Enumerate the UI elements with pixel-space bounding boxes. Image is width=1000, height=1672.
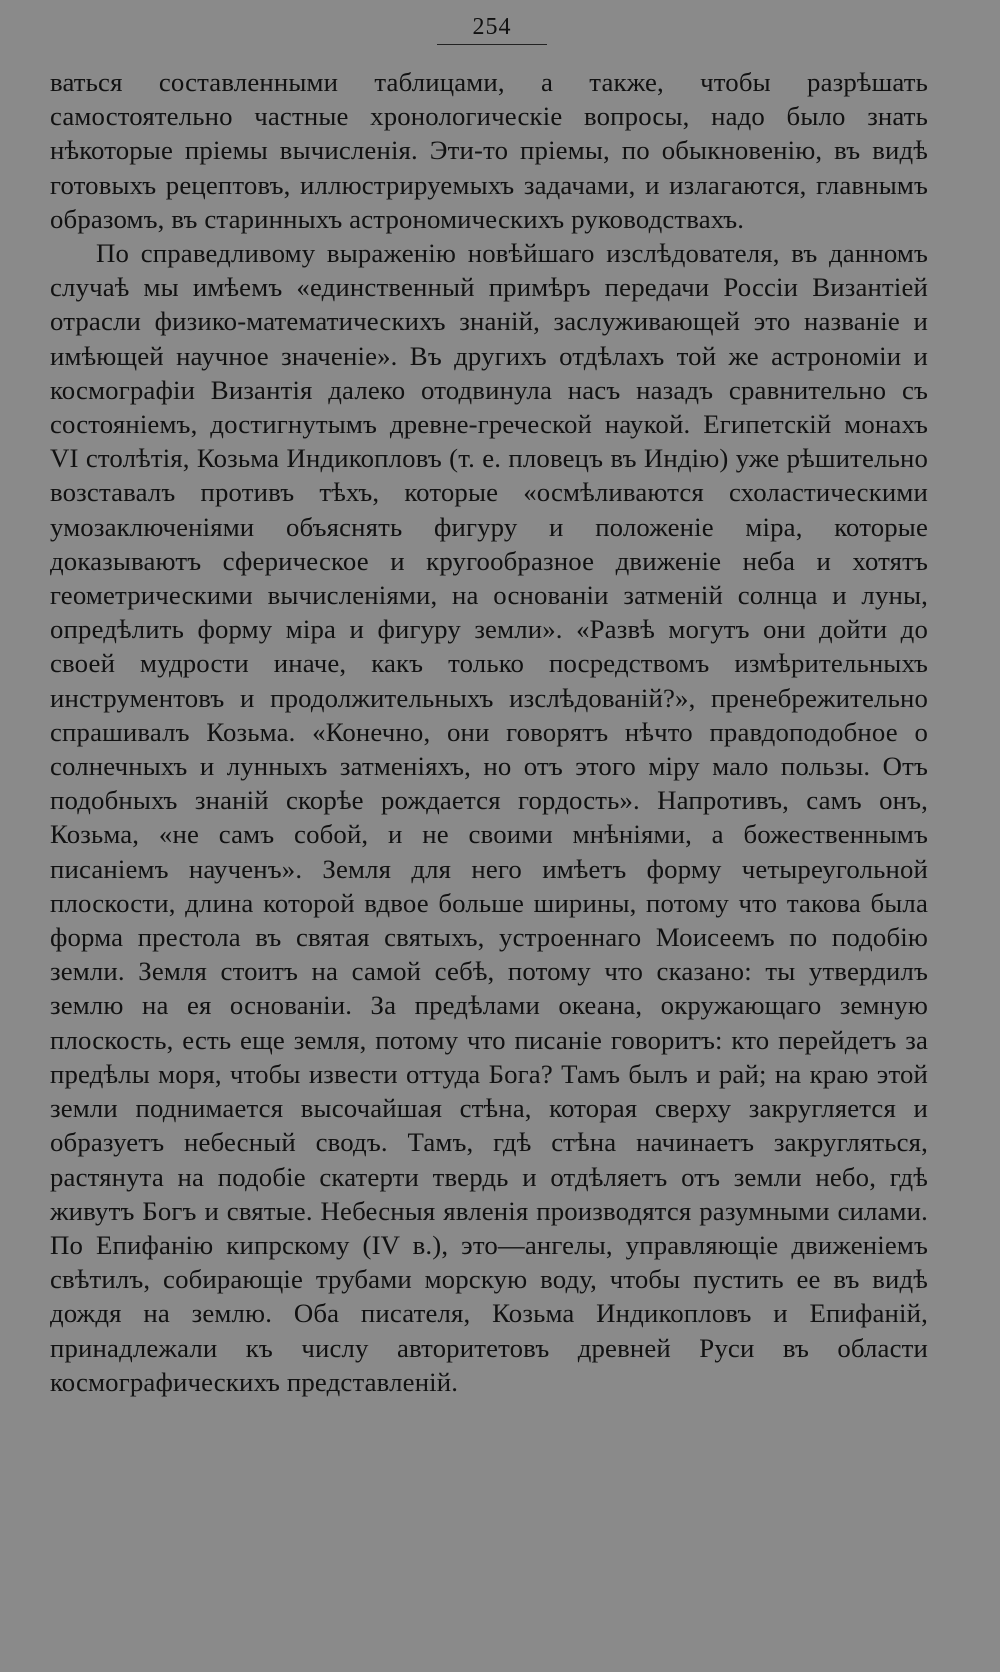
paragraph-continuation: ваться составленными таблицами, а также, чтобы разрѣшать самостоятельно частные хронологическiе вопросы, надо было знать нѣкоторые прiемы вычисленiя. Эти-то прiемы, по обыкновенiю, въ видѣ готовыхъ рецептовъ, иллюстрируемыхъ задачами, и излагаются, главнымъ образомъ, въ старинныхъ астрономическихъ руководствахъ. xyxy=(50,67,928,234)
paragraph-main: По справедливому выраженiю новѣйшаго изслѣдователя, въ данномъ случаѣ мы имѣемъ «единственный примѣръ передачи Россiи Византiей отрасли физико-математическихъ знанiй, заслуживающей это названiе и имѣющей научное значенiе». Въ другихъ отдѣлахъ той же астрономiи и космографiи Византiя далеко отодвинула насъ назадъ сравнительно съ состоянiемъ, достигнутымъ древне-греческой наукой. Египетскiй монахъ VI столѣтiя, Козьма Индикопловъ (т. е. пловецъ въ Индiю) уже рѣшительно возставалъ противъ тѣхъ, которые «осмѣливаются схоластическими умозаключенiями объяснять фигуру и положенiе мiра, которые доказываютъ сферическое и кругообразное движенiе неба и хотятъ геометрическими вычисленiями, на основанiи затменiй солнца и луны, опредѣлить форму мiра и фигуру земли». «Развѣ могутъ они дойти до своей мудрости иначе, какъ только посредствомъ измѣрительныхъ инструментовъ и продолжительныхъ изслѣдованiй?», пренебрежительно спрашивалъ Козьма. «Конечно, они говорятъ нѣчто правдоподобное о солнечныхъ и лунныхъ затменiяхъ, но отъ этого мiру мало пользы. Отъ подобныхъ знанiй скорѣе рождается гордость». Напротивъ, самъ онъ, Козьма, «не самъ собой, и не своими мнѣнiями, а божественнымъ писанiемъ наученъ». Земля для него имѣетъ форму четыреугольной плоскости, длина которой вдвое больше ширины, потому что такова была форма престола въ святая святыхъ, устроеннаго Моисеемъ по подобiю земли. Земля стоитъ на самой себѣ, потому что сказано: ты утвердилъ землю на ея основанiи. За предѣлами океана, окружающаго земную плоскость, есть еще земля, потому что писанiе говоритъ: кто перейдетъ за предѣлы моря, чтобы извести оттуда Бога? Тамъ былъ и рай; на краю этой земли поднимается высочайшая стѣна, которая сверху закругляется и образуетъ небесный сводъ. Тамъ, гдѣ стѣна начинаетъ закругляться, растянута на подобiе скатерти твердь и отдѣляетъ отъ земли небо, гдѣ живутъ Богъ и святые. Небесныя явленiя производятся разумными силами. По Епифанiю кипрскому (IV в.), это—ангелы, управляющiе движенiемъ свѣтилъ, собирающiе трубами морскую воду, чтобы пустить ее въ видѣ дождя на землю. Оба писателя, Козьма Индикопловъ и Епифанiй, принадлежали къ числу авторитетовъ древней Руси въ области космографическихъ представленiй. xyxy=(50,238,928,1397)
header-rule xyxy=(437,44,547,45)
page-number: 254 xyxy=(472,14,512,40)
